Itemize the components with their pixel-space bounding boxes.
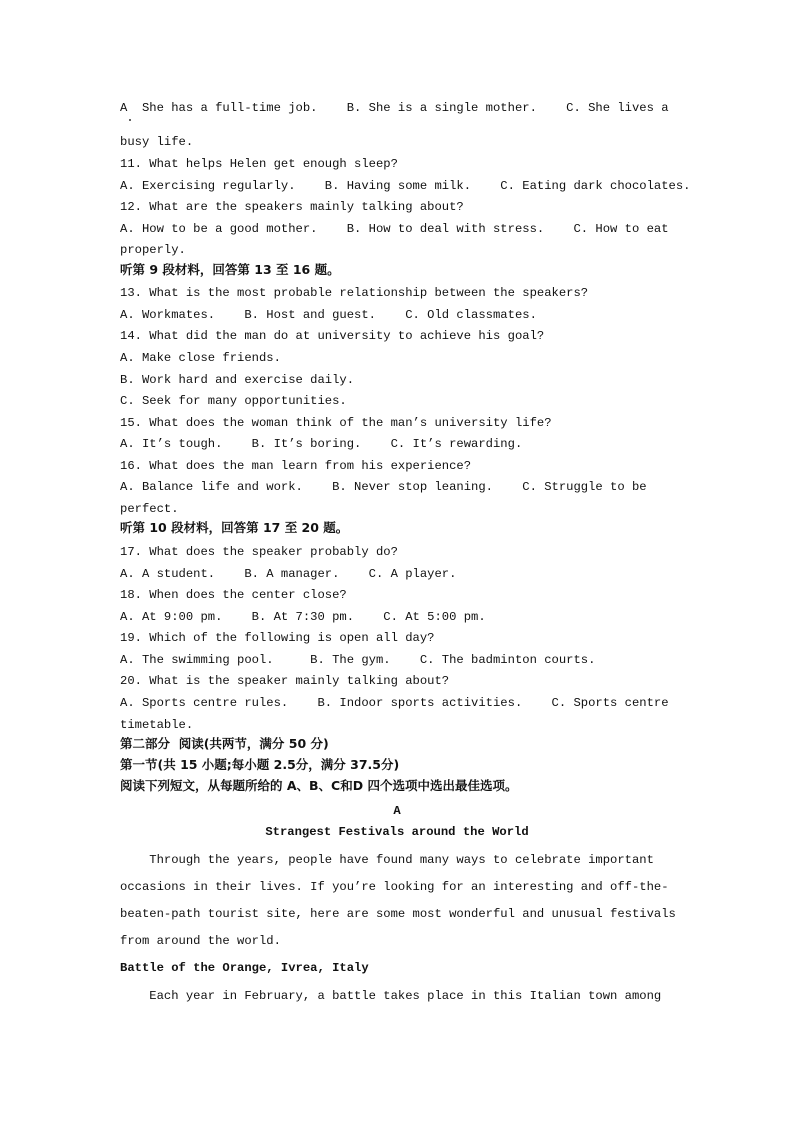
answer-options-q10-cont: busy life.: [120, 135, 194, 149]
stray-mark: [129, 119, 131, 121]
answer-options-q11: A. Exercising regularly. B. Having some milk. C. Eating dark chocolates.: [120, 179, 691, 193]
passage-paragraph-line: Through the years, people have found many ways to celebrate important: [120, 853, 654, 867]
answer-options-q12-cont: properly.: [120, 243, 186, 257]
answer-options-q17: A. A student. B. A manager. C. A player.: [120, 567, 457, 581]
answer-option-q14-a: A. Make close friends.: [120, 351, 281, 365]
answer-options-q10: A She has a full-time job. B. She is a single mother. C. She lives a: [120, 101, 669, 115]
question-20: 20. What is the speaker mainly talking about?: [120, 674, 450, 688]
question-19: 19. Which of the following is open all day?: [120, 631, 435, 645]
question-17: 17. What does the speaker probably do?: [120, 545, 398, 559]
question-15: 15. What does the woman think of the man’s university life?: [120, 416, 552, 430]
reading-instructions: 阅读下列短文，从每题所给的 A、B、C和D 四个选项中选出最佳选项。: [120, 778, 518, 793]
question-13: 13. What is the most probable relationship between the speakers?: [120, 286, 589, 300]
passage-title: Strangest Festivals around the World: [265, 825, 529, 839]
question-16: 16. What does the man learn from his experience?: [120, 459, 472, 473]
answer-options-q16-cont: perfect.: [120, 502, 179, 516]
answer-options-q20: A. Sports centre rules. B. Indoor sports activities. C. Sports centre: [120, 696, 669, 710]
answer-options-q20-cont: timetable.: [120, 718, 194, 732]
question-18: 18. When does the center close?: [120, 588, 347, 602]
passage-paragraph-line: beaten-path tourist site, here are some most wonderful and unusual festivals: [120, 907, 676, 921]
section-heading-material-10: 听第 10 段材料，回答第 17 至 20 题。: [120, 520, 349, 535]
part-two-heading: 第二部分 阅读(共两节，满分 50 分): [120, 736, 329, 751]
answer-options-q12: A. How to be a good mother. B. How to deal with stress. C. How to eat: [120, 222, 669, 236]
passage-paragraph-line: Each year in February, a battle takes place in this Italian town among: [120, 989, 662, 1003]
section-one-heading: 第一节(共 15 小题;每小题 2.5分，满分 37.5分): [120, 757, 400, 772]
answer-options-q16: A. Balance life and work. B. Never stop leaning. C. Struggle to be: [120, 480, 647, 494]
festival-subheading: Battle of the Orange, Ivrea, Italy: [120, 961, 369, 975]
question-12: 12. What are the speakers mainly talking about?: [120, 200, 464, 214]
answer-options-q19: A. The swimming pool. B. The gym. C. The badminton courts.: [120, 653, 596, 667]
answer-options-q15: A. It’s tough. B. It’s boring. C. It’s rewarding.: [120, 437, 523, 451]
section-heading-material-9: 听第 9 段材料，回答第 13 至 16 题。: [120, 262, 340, 277]
question-11: 11. What helps Helen get enough sleep?: [120, 157, 398, 171]
answer-options-q18: A. At 9:00 pm. B. At 7:30 pm. C. At 5:00 pm.: [120, 610, 486, 624]
answer-option-q14-b: B. Work hard and exercise daily.: [120, 373, 355, 387]
passage-paragraph-line: occasions in their lives. If you’re looking for an interesting and off-the-: [120, 880, 669, 894]
answer-option-q14-c: C. Seek for many opportunities.: [120, 394, 347, 408]
passage-paragraph-line: from around the world.: [120, 934, 281, 948]
question-14: 14. What did the man do at university to achieve his goal?: [120, 329, 545, 343]
answer-options-q13: A. Workmates. B. Host and guest. C. Old classmates.: [120, 308, 537, 322]
passage-label: A: [393, 804, 401, 818]
